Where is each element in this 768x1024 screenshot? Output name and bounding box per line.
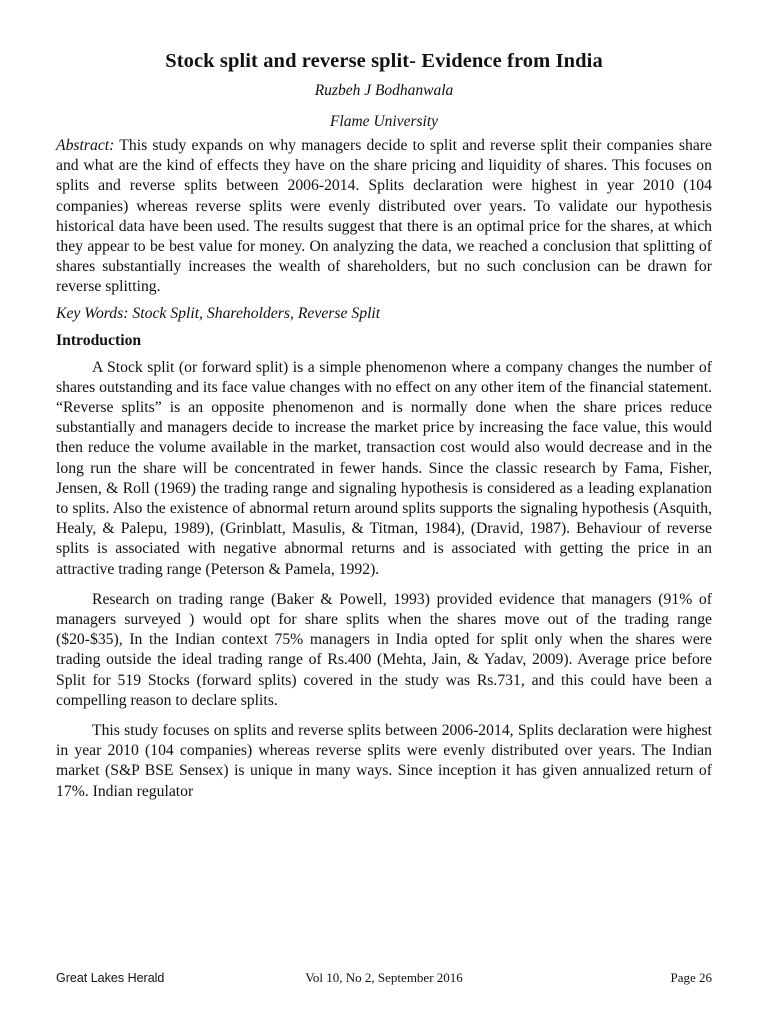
footer-journal: Great Lakes Herald: [56, 971, 165, 985]
section-heading-introduction: Introduction: [56, 331, 142, 349]
page-content: [56, 40, 712, 812]
body-paragraph: A Stock split (or forward split) is a simple phenomenon where a company changes the number of shares outstanding and its face value changes with no effect on any other item of the financial statement. “Reverse splits” is an opposite phenomenon and is normally done when the share prices reduce substantially and managers decide to increase the market price by increasing the face value, this would then reduce the volume available in the market, transaction cost would also would decrease and in the long run the share will be concentrated in fewer hands. Since the classic research by Fama, Fisher, Jensen, & Roll (1969) the trading range and signaling hypothesis is considered as a leading explanation to splits. Also the existence of abnormal return around splits supports the signaling hypothesis (Asquith, Healy, & Palepu, 1989), (Grinblatt, Masulis, & Titman, 1984), (Dravid, 1987). Behaviour of reverse splits is associated with negative abnormal returns and is associated with getting the price in an attractive trading range (Peterson & Pamela, 1992).: [56, 358, 712, 578]
paper-title: Stock split and reverse split- Evidence from India: [165, 50, 603, 72]
author-affiliation: Flame University: [329, 113, 439, 130]
footer-issue: Vol 10, No 2, September 2016: [305, 970, 463, 985]
keywords: Key Words: Stock Split, Shareholders, Reverse Split: [56, 304, 381, 322]
footer-page-number: Page 26: [670, 970, 712, 985]
page-footer: [56, 970, 712, 986]
abstract-label: Abstract:: [56, 137, 115, 154]
abstract-text: This study expands on why managers decide to split and reverse split their companies share and what are the kind of effects they have on the share pricing and liquidity of shares. This focuses on splits and reverse splits between 2006-2014. Splits declaration were highest in year 2010 (104 companies) whereas reverse splits were evenly distributed over years. To validate our hypothesis historical data have been used. The results suggest that there is an optimal price for the shares, at which they appear to be best value for money. On analyzing the data, we reached a conclusion that splitting of shares substantially increases the wealth of shareholders, but no such conclusion can be drawn for reverse splitting.: [56, 137, 712, 296]
body-paragraph: Research on trading range (Baker & Powell, 1993) provided evidence that managers (91% of managers surveyed ) would opt for share splits when the shares move out of the trading range ($20-$35), In the Indian context 75% managers in India opted for split only when the shares were trading outside the ideal trading range of Rs.400 (Mehta, Jain, & Yadav, 2009). Average price before Split for 519 Stocks (forward splits) covered in the study was Rs.731, and this could have been a compelling reason to declare splits.: [56, 590, 712, 709]
abstract: [56, 136, 712, 298]
author-name: Ruzbeh J Bodhanwala: [314, 82, 454, 99]
body-paragraph: This study focuses on splits and reverse splits between 2006-2014, Splits declaration were highest in year 2010 (104 companies) whereas reverse splits were evenly distributed over years. The Indian market (S&P BSE Sensex) is unique in many ways. Since inception it has given annualized return of 17%. Indian regulator: [56, 722, 712, 800]
